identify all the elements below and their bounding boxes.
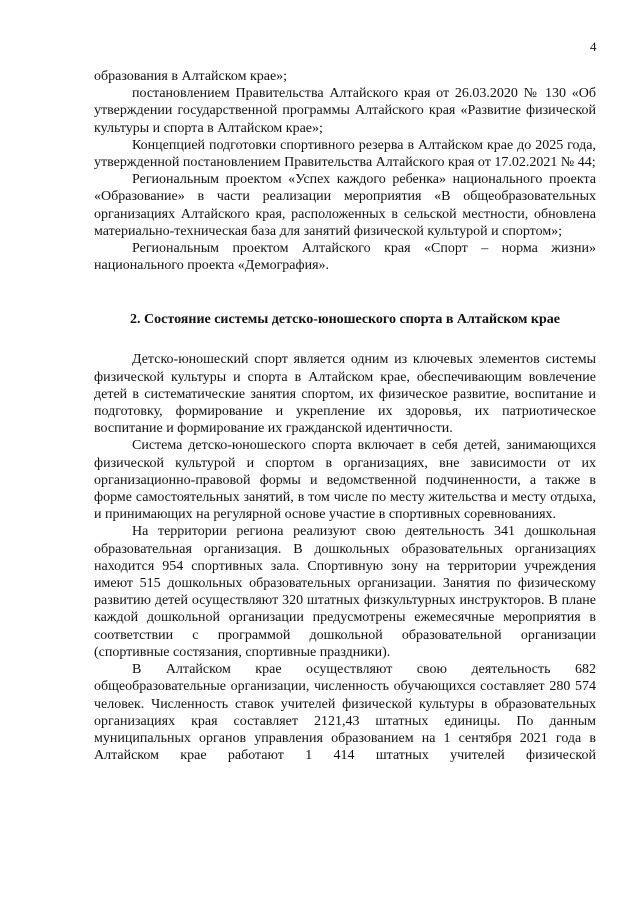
paragraph: Региональным проектом «Успех каждого ребенка» национального проекта «Образование» в части реализации мероприятия «В общеобразовательных организациях Алтайского края, расположенных в сельской местности, обновлена материально-техническая база для занятий физической культурой и спортом»; <box>94 172 596 239</box>
paragraph: В Алтайском крае осуществляют свою деятельность 682 общеобразовательные организации, численность обучающихся составляет 280 574 человек. Численность ставок учителей физической культуры в образовательных организациях края составляет 2121,43 штатных единицы. По данным муниципальных органов управления образованием на 1 сентября 2021 года в Алтайском крае работают 1 414 штатных учителей физической <box>94 662 596 764</box>
paragraph: Детско-юношеский спорт является одним из ключевых элементов системы физической культуры и спорта в Алтайском крае, обеспечивающим вовлечение детей в систематические занятия спортом, их физическое развитие, воспитание и подготовку, формирование и укрепление их здоровья, их патриотическое воспитание и формирование их гражданской идентичности. <box>94 352 596 437</box>
paragraph: Система детско-юношеского спорта включает в себя детей, занимающихся физической культурой и спортом в организациях, вне зависимости от их организационно-правовой формы и ведомственной подчиненности, а также в форме самостоятельных занятий, в том числе по месту жительства и месту отдыха, и принимающих на регулярной основе участие в спортивных соревнованиях. <box>94 438 596 523</box>
paragraph: Концепцией подготовки спортивного резерва в Алтайском крае до 2025 года, утвержденной постановлением Правительства Алтайского края от 17.02.2021 № 44; <box>94 137 596 171</box>
paragraph: постановлением Правительства Алтайского края от 26.03.2020 № 130 «Об утверждении государственной программы Алтайского края «Развитие физической культуры и спорта в Алтайском крае»; <box>94 86 596 136</box>
paragraph: Региональным проектом Алтайского края «Спорт – норма жизни» национального проекта «Демография». <box>94 241 596 274</box>
paragraph: На территории региона реализуют свою деятельность 341 дошкольная образовательная организация. В дошкольных образовательных организациях находится 954 спортивных зала. Спортивную зону на территории учреждения имеют 515 дошкольных образовательных организации. Занятия по физическому развитию детей осуществляют 320 штатных физкультурных инструкторов. В плане каждой дошкольной организации предусмотрены ежемесячные мероприятия в соответствии с программой дошкольной образовательной организации (спортивные состязания, спортивные праздники). <box>94 524 596 660</box>
section-heading: 2. Состояние системы детско-юношеского спорта в Алтайском крае <box>130 312 560 328</box>
document-body <box>94 68 596 764</box>
page-number: 4 <box>590 39 597 54</box>
paragraph: образования в Алтайском крае»; <box>94 69 288 84</box>
